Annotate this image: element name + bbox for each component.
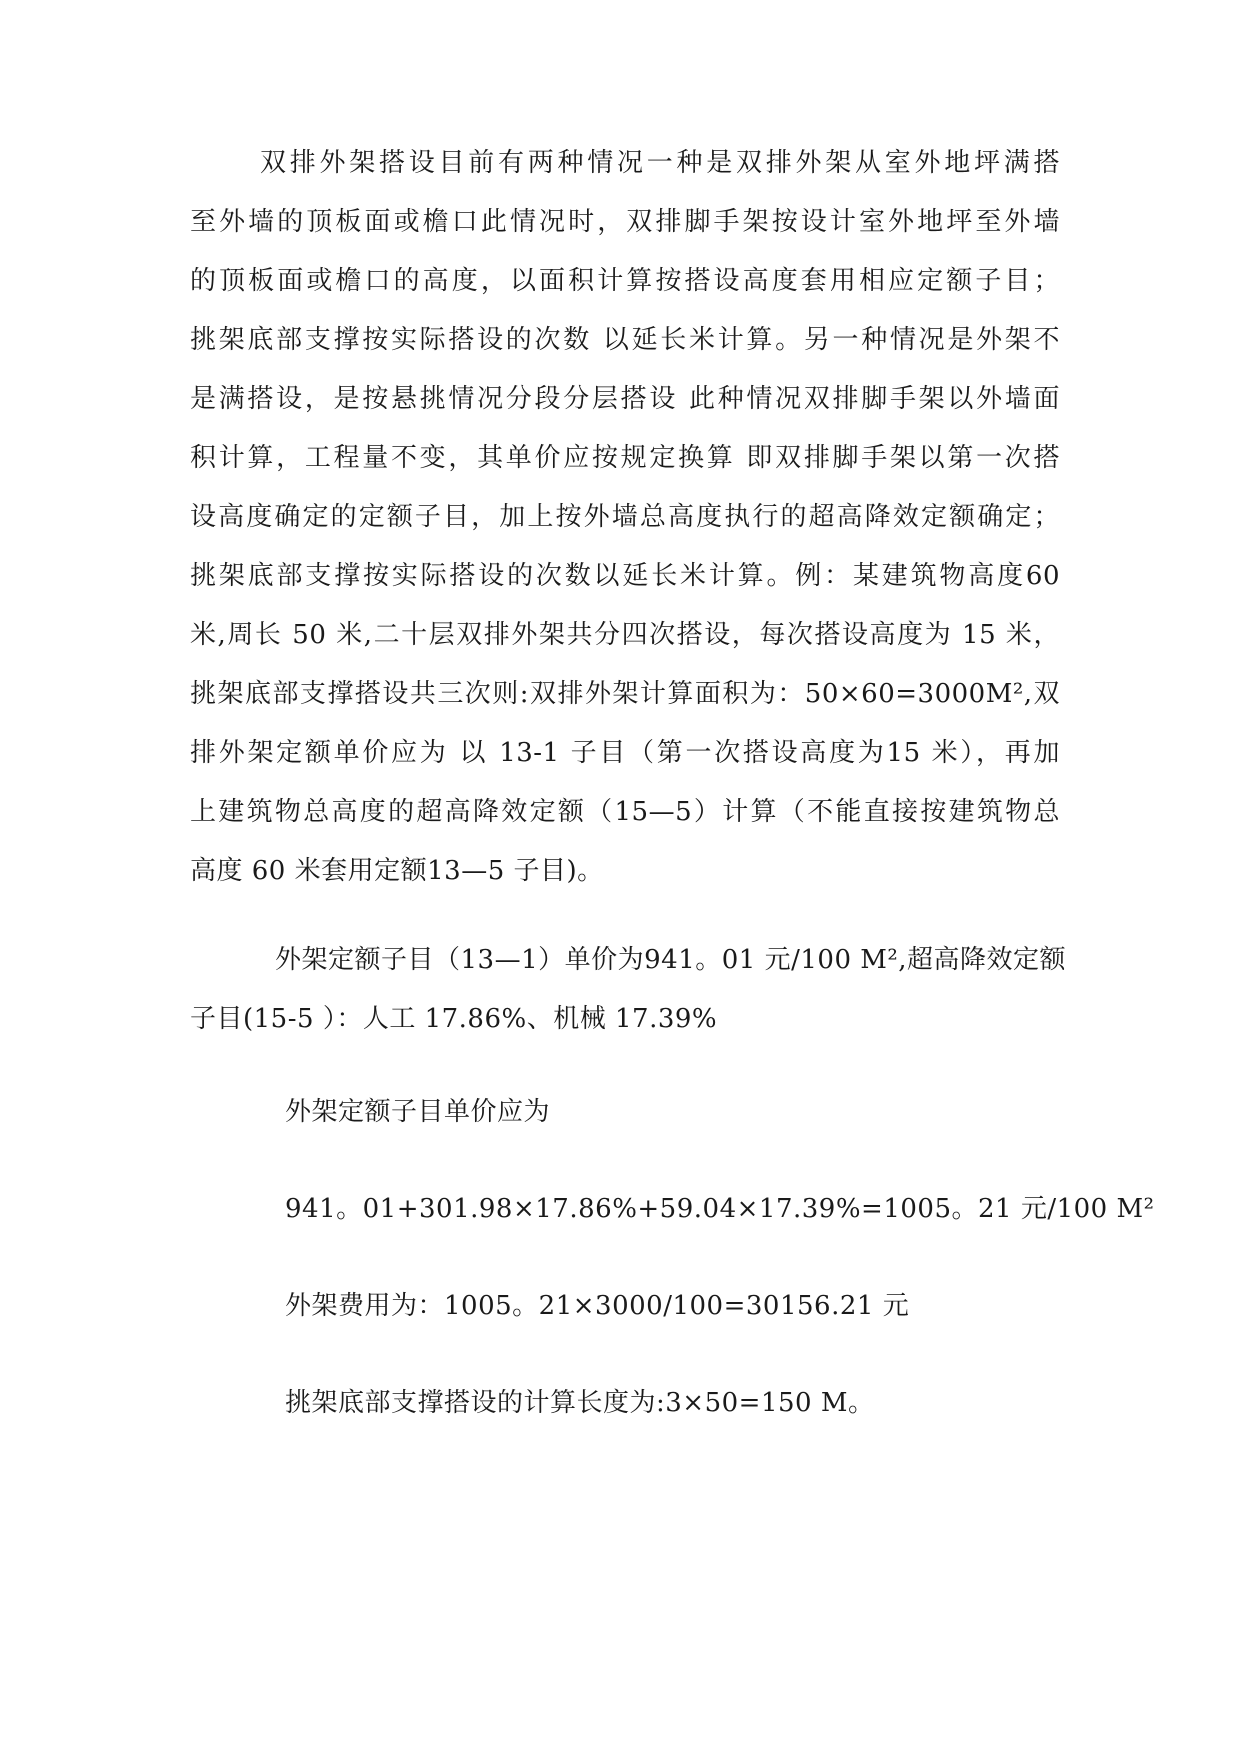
paragraph1-line-4: 挑架底部支撑按实际搭设的次数 以延长米计算。另一种情况是外架不 xyxy=(190,325,1060,355)
paragraph1-line-6: 积计算，工程量不变，其单价应按规定换算 即双排脚手架以第一次搭 xyxy=(190,443,1060,473)
scaffold-cost-line: 外架费用为：1005。21×3000/100=30156.21 元 xyxy=(285,1291,910,1321)
paragraph1-line-13: 高度 60 米套用定额13—5 子目)。 xyxy=(190,856,604,886)
paragraph2-line-2: 子目(15-5 ）：人工 17.86%、机械 17.39% xyxy=(190,1004,718,1034)
paragraph1-line-10: 挑架底部支撑搭设共三次则:双排外架计算面积为：50×60=3000M²,双 xyxy=(190,679,1060,709)
paragraph1-line-9: 米,周长 50 米,二十层双排外架共分四次搭设，每次搭设高度为 15 米， xyxy=(190,620,1060,650)
paragraph2-line-1: 外架定额子目（13—1）单价为941。01 元/100 M²,超高降效定额 xyxy=(275,945,1067,975)
paragraph1-line-8: 挑架底部支撑按实际搭设的次数以延长米计算。例：某建筑物高度60 xyxy=(190,561,1060,591)
paragraph1-line-11: 排外架定额单价应为 以 13-1 子目（第一次搭设高度为15 米），再加 xyxy=(190,738,1060,768)
paragraph1-line-5: 是满搭设，是按悬挑情况分段分层搭设 此种情况双排脚手架以外墙面 xyxy=(190,384,1060,414)
paragraph1-line-3: 的顶板面或檐口的高度，以面积计算按搭设高度套用相应定额子目； xyxy=(190,266,1060,296)
paragraph1-line-1: 双排外架搭设目前有两种情况一种是双排外架从室外地坪满搭 xyxy=(260,148,1060,178)
paragraph1-line-12: 上建筑物总高度的超高降效定额（15—5）计算（不能直接按建筑物总 xyxy=(190,797,1060,827)
unit-price-formula: 941。01+301.98×17.86%+59.04×17.39%=1005。21 元/100 M² xyxy=(285,1194,1155,1224)
paragraph1-line-2: 至外墙的顶板面或檐口此情况时，双排脚手架按设计室外地坪至外墙 xyxy=(190,207,1060,237)
paragraph1-line-7: 设高度确定的定额子目，加上按外墙总高度执行的超高降效定额确定； xyxy=(190,502,1060,532)
unit-price-label: 外架定额子目单价应为 xyxy=(285,1097,551,1127)
support-length-line: 挑架底部支撑搭设的计算长度为:3×50=150 M。 xyxy=(285,1388,875,1418)
